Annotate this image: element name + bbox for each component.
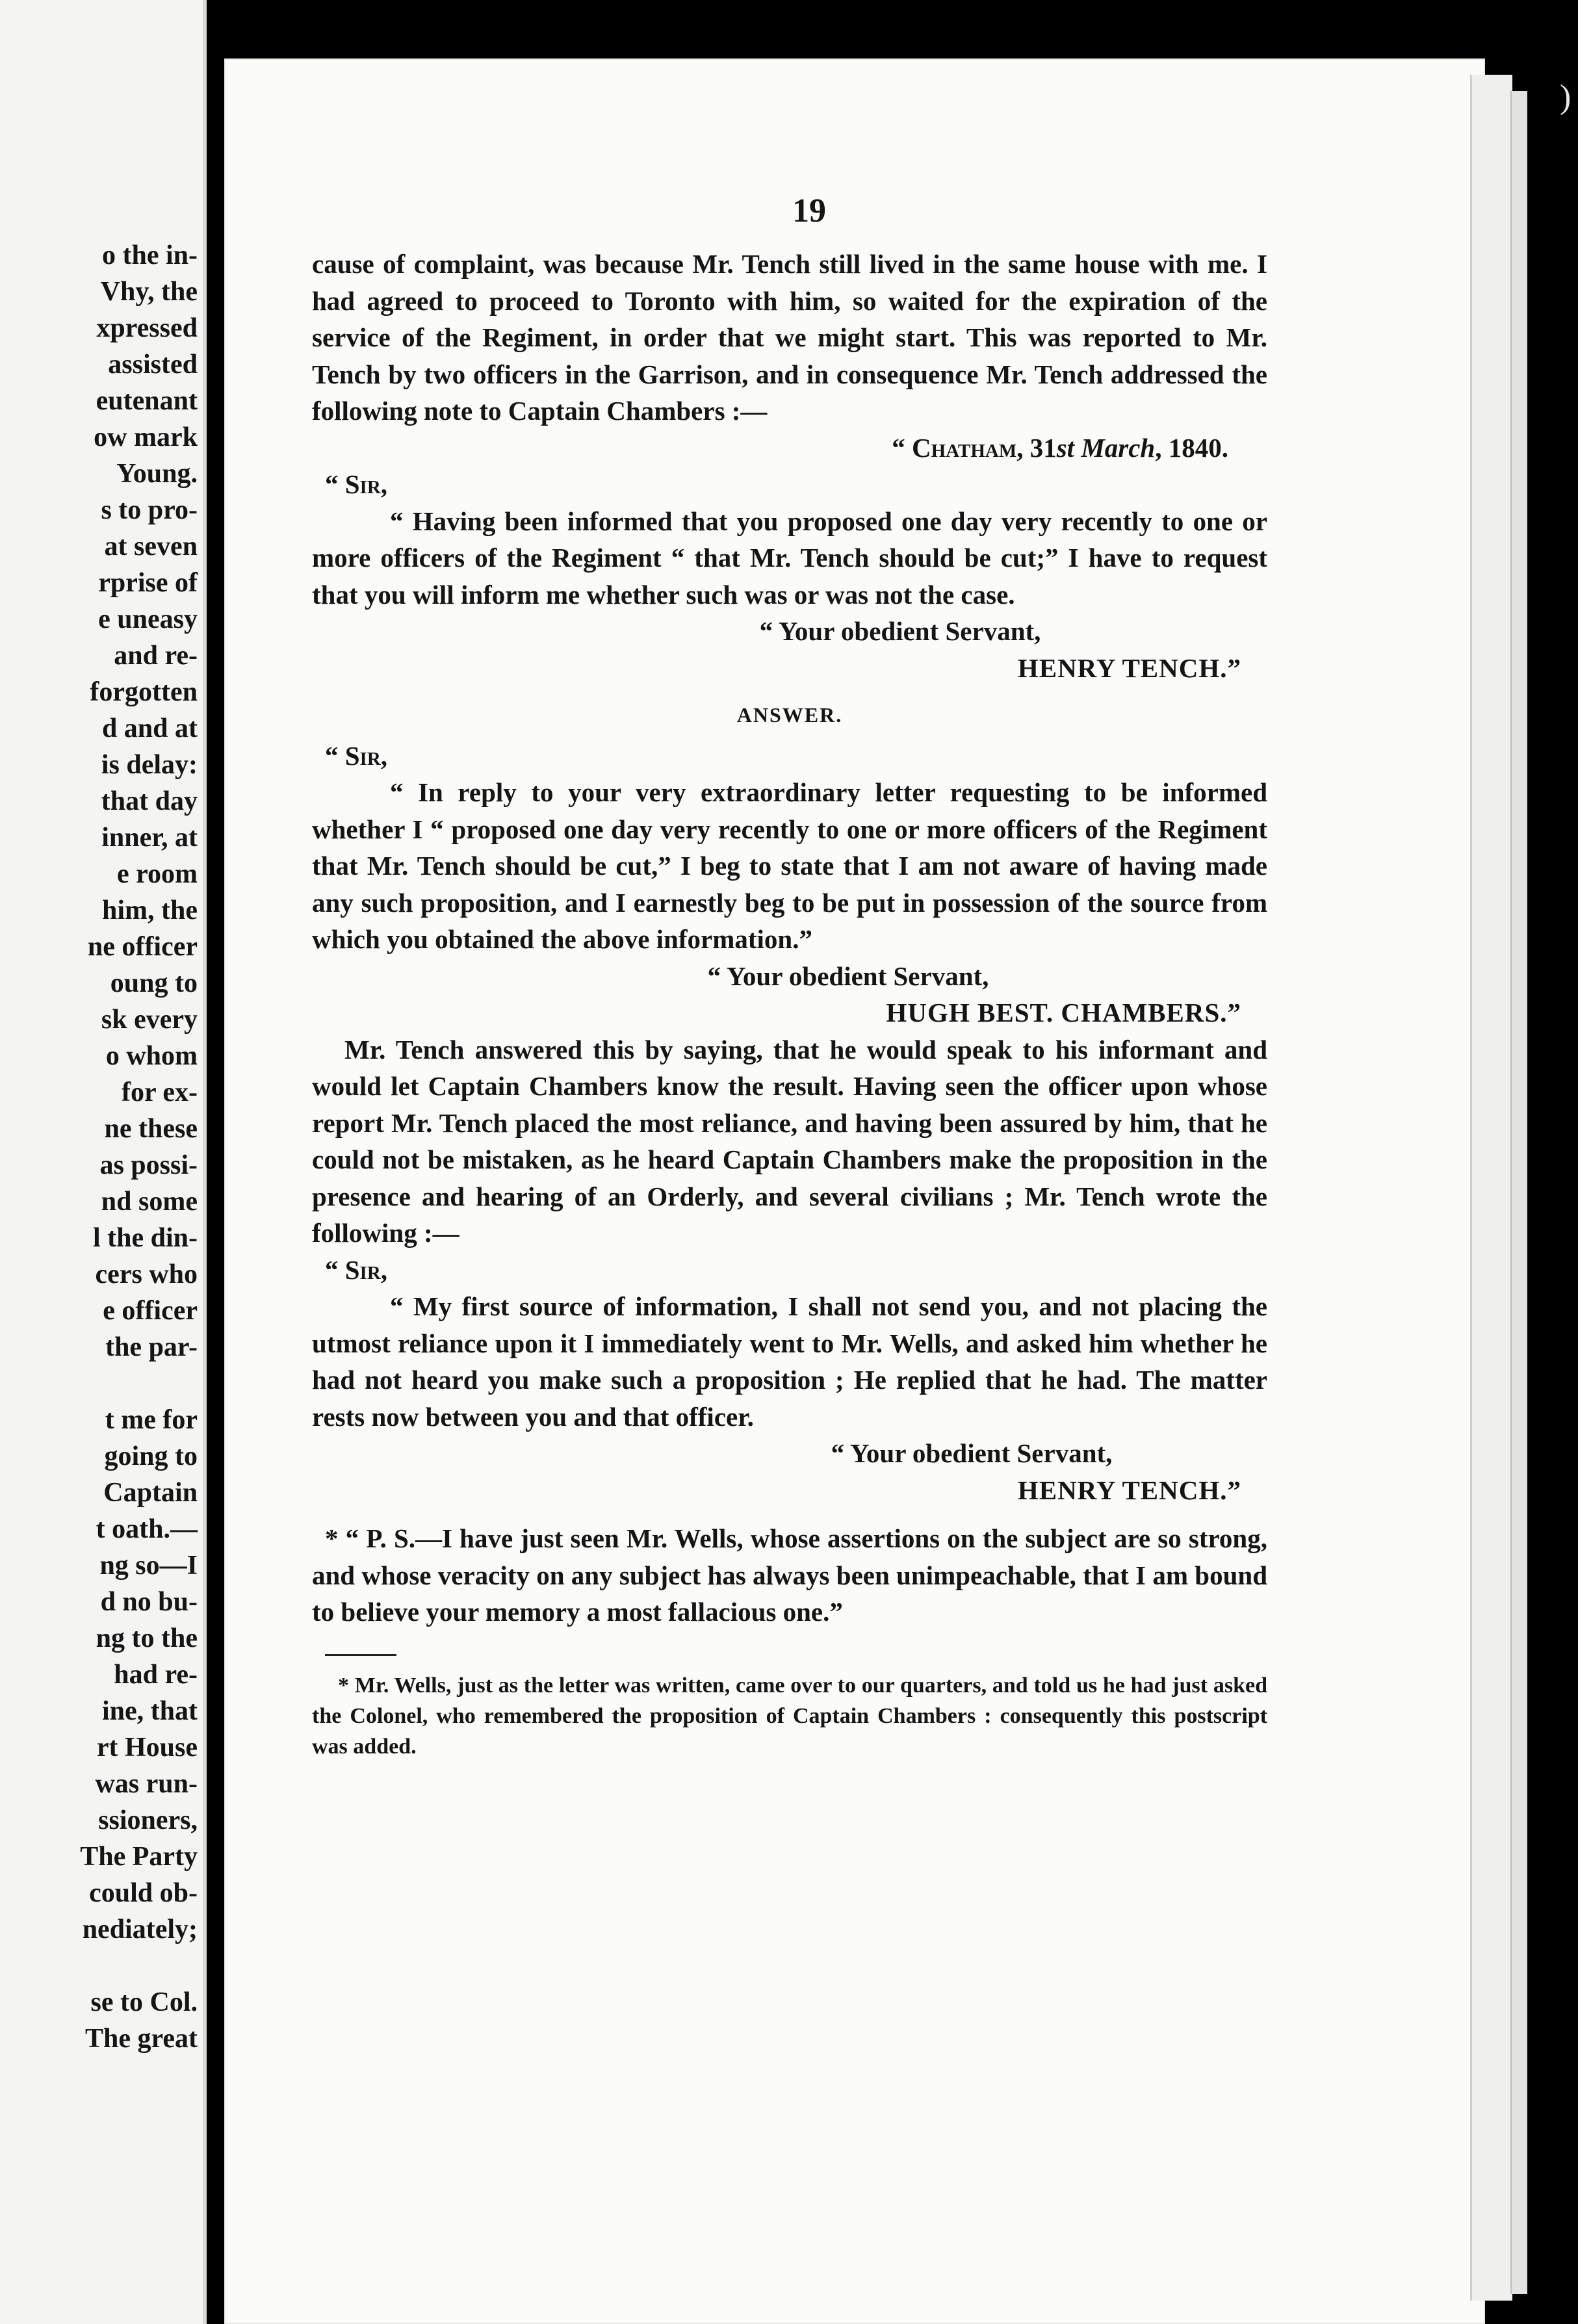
dateline-year: , 1840. [1155,432,1228,463]
edge-mark: ) [1560,79,1572,116]
previous-page-line: ne these [104,1114,198,1144]
previous-page-line: s to pro- [101,495,198,525]
second-letter-closing: “ Your obedient Servant, [831,1438,1113,1468]
previous-page-line: d no bu- [100,1587,198,1617]
reply-body: “ In reply to your very extraordinary letter requesting to be informed whether I “ proposed one day very recently to one or more officers of the Regiment that Mr. Tench should be cut,” I beg to state that I am not aware of having made any such proposition, and I earnestly beg to be put in possession of the source from which you obtained the above information.” [312,777,1267,954]
previous-page-line: inner, at [101,823,198,853]
previous-page-line: as possi- [99,1150,198,1180]
previous-page-line: Young. [116,459,198,489]
previous-page-line [80,1948,198,1984]
previous-page-line: The Party [80,1842,198,1872]
footnote-rule [325,1654,396,1656]
dateline-place: “ Chatham, 31 [892,432,1057,463]
second-letter-body: “ My first source of information, I shall not send you, and not placing the utmost reliance upon it I immediately went to Mr. Wells, and asked him whether he had not heard you make such a proposition ; He replied that he had. The matter rests now between you and that officer. [312,1291,1267,1432]
previous-page-line: eutenant [96,386,198,416]
page-number: 19 [792,192,826,229]
previous-page-line: had re- [114,1660,198,1690]
page-edge-stack-back [1510,91,1527,2294]
previous-page-line: was run- [95,1769,198,1799]
reply-salutation: “ Sir, [325,740,388,771]
previous-page-line: that day [101,786,198,816]
previous-page-line: xpressed [96,313,198,343]
previous-page-line: and re- [114,641,198,671]
previous-page-line: e officer [103,1296,198,1326]
previous-page-line: t me for [105,1405,198,1435]
page-edge-stack [1470,75,1512,2301]
letter-salutation: “ Sir, [325,469,388,499]
previous-page-line: o whom [105,1041,198,1071]
second-letter-signature: HENRY TENCH.” [1017,1475,1241,1505]
previous-page-line: rt House [96,1733,198,1762]
previous-page-line: se to Col. [90,1987,198,2017]
previous-page-line: e uneasy [98,604,198,634]
reply-signature: HUGH BEST. CHAMBERS.” [886,998,1241,1027]
previous-page-line: oung to [110,968,198,998]
previous-page-line: nd some [101,1187,198,1217]
previous-page-line: ne officer [87,932,198,962]
previous-page-line: him, the [102,896,198,925]
previous-page-line: ng so—I [99,1551,198,1581]
answer-heading: ANSWER. [736,703,843,727]
dateline-suffix: st [1056,432,1075,463]
previous-page-line: d and at [101,714,198,743]
letter-signature: HENRY TENCH.” [1017,652,1241,683]
previous-page-line: o the in- [102,240,198,270]
previous-page-line: going to [104,1441,198,1471]
previous-page-line: The great [84,2024,198,2054]
previous-page-line: ng to the [96,1623,198,1653]
previous-page-line: the par- [105,1332,198,1362]
letter-body: “ Having been informed that you proposed one day very recently to one or more officers of the Regiment “ that Mr. Tench should be cut;” I have to request that you will inform me whether such was or was not the case. [312,506,1267,610]
previous-page-text [80,237,198,2057]
previous-page-line: ssioners, [98,1805,198,1835]
previous-page-line: nediately; [82,1915,198,1944]
previous-page-line: could ob- [89,1878,198,1908]
previous-page-line: is delay: [101,750,198,780]
letter-dateline [312,430,1267,467]
previous-page-line: ow mark [94,422,198,452]
previous-page-line: Captain [103,1478,198,1508]
second-letter-salutation: “ Sir, [325,1254,388,1285]
previous-page-line: rprise of [98,568,198,598]
previous-page-line: sk every [101,1005,198,1035]
dateline-month: March [1074,432,1156,463]
previous-page-fragment [0,0,207,2324]
page-text [312,182,1267,1762]
postscript: * “ P. S.—I have just seen Mr. Wells, whose assertions on the subject are so strong, and whose veracity on any subject has always been unimpeachable, that I am bound to believe your memory a most fallacious one.” [312,1523,1267,1627]
previous-page-line: Vhy, the [100,277,198,307]
previous-page-line: for ex- [122,1078,198,1107]
previous-page-line: t oath.— [96,1514,198,1544]
paragraph-narrative: Mr. Tench answered this by saying, that he would speak to his informant and would let Captain Chambers know the result. Having seen the officer upon whose report Mr. Tench placed the most reliance, and having been assured by him, that he could not be mistaken, as he heard Captain Chambers make the proposition in the presence and hearing of an Orderly, and several civilians ; Mr. Tench wrote the following :— [312,1034,1267,1248]
previous-page-line [80,1365,198,1402]
previous-page-line: at seven [104,532,198,562]
reply-closing: “ Your obedient Servant, [707,961,989,991]
previous-page-line: e room [116,859,198,889]
previous-page-line: assisted [108,350,198,380]
previous-page-line: cers who [95,1259,198,1289]
paragraph-intro: cause of complaint, was because Mr. Tench still lived in the same house with me. I had agreed to proceed to Toronto with him, so waited for the expiration of the service of the Regiment, in order that we might start. This was reported to Mr. Tench by two officers in the Garrison, and in consequence Mr. Tench addressed the following note to Captain Chambers :— [312,249,1267,426]
previous-page-line: l the din- [92,1223,198,1253]
letter-closing: “ Your obedient Servant, [759,616,1041,646]
previous-page-line: ine, that [102,1696,198,1726]
previous-page-line: forgotten [90,677,198,707]
footnote: * Mr. Wells, just as the letter was written, came over to our quarters, and told us he had just asked the Colonel, who remembered the proposition of Captain Chambers : consequently this postscript was added. [312,1673,1267,1759]
